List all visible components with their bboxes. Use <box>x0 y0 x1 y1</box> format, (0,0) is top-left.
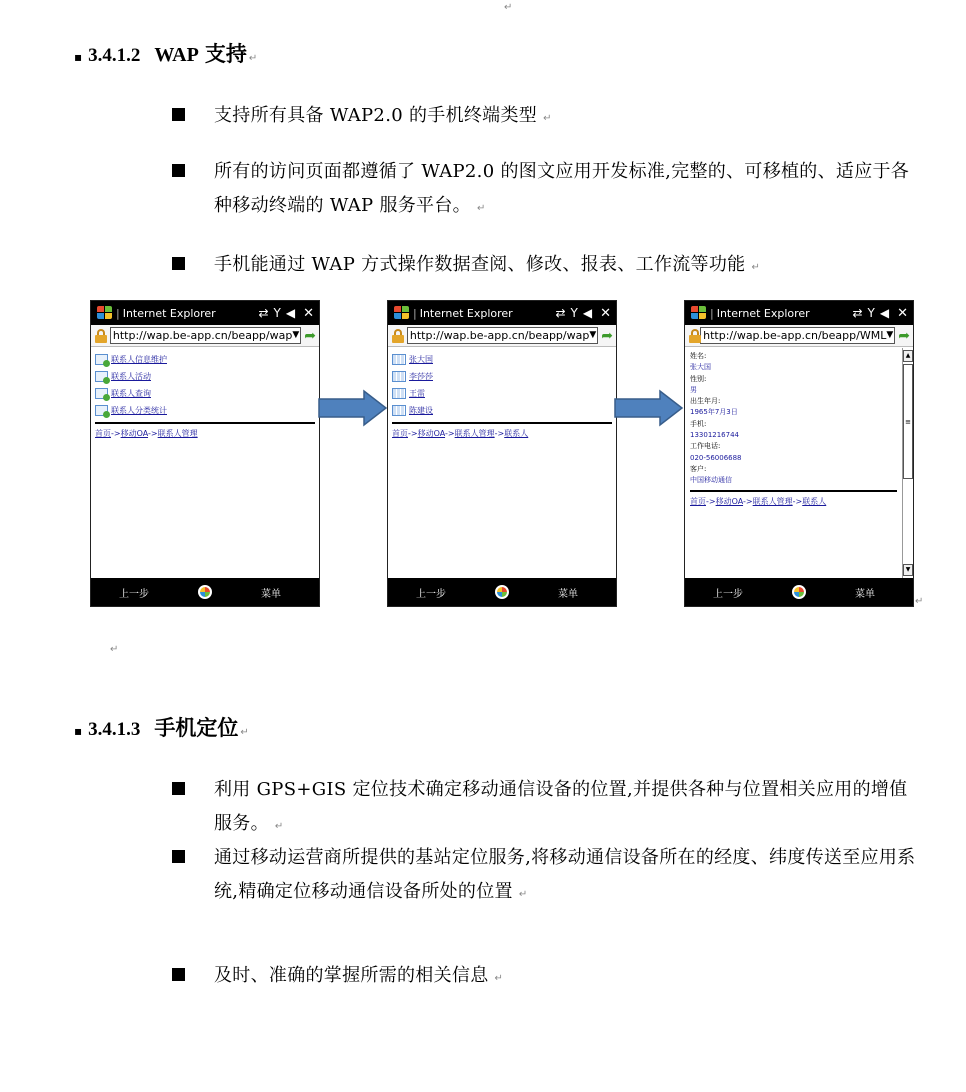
field-label: 工作电话: <box>690 442 721 451</box>
windows-start-icon[interactable] <box>393 305 411 321</box>
lock-icon <box>391 329 404 343</box>
volume-icon: ◀ <box>582 306 593 320</box>
contact-icon <box>392 354 406 365</box>
link[interactable]: 联系人查询 <box>111 389 151 398</box>
section-title-latin: WAP <box>154 44 199 66</box>
breadcrumb: 首页->移动OA->联系人管理->联系人 <box>392 429 529 438</box>
go-arrow-icon[interactable]: ➦ <box>601 327 613 344</box>
page-icon <box>95 405 108 416</box>
dropdown-icon: ▼ <box>886 330 894 340</box>
url-input[interactable]: http://wap.be-app.cn/beapp/WML ▼ <box>700 327 895 344</box>
contact-detail <box>685 347 913 511</box>
field-value: 中国移动通信 <box>690 476 732 485</box>
connectivity-icon: ⇄ <box>852 306 863 320</box>
close-icon[interactable]: ✕ <box>600 305 611 321</box>
phone-screen-contact-detail <box>684 300 914 607</box>
paragraph-mark: ↵ <box>494 973 504 984</box>
field-value: 13301216744 <box>690 431 739 440</box>
signal-icon: Y <box>273 306 281 320</box>
list-item[interactable] <box>392 368 612 385</box>
link[interactable]: 张大国 <box>409 355 433 364</box>
section-title: 手机定位 <box>154 716 239 740</box>
list-item[interactable] <box>95 402 315 419</box>
list-item[interactable] <box>392 402 612 419</box>
windows-orb-icon[interactable] <box>198 585 212 599</box>
section-title: 支持 <box>204 42 247 66</box>
contact-icon <box>392 388 406 399</box>
address-bar <box>388 325 616 347</box>
page-icon <box>95 371 108 382</box>
bullet-square-icon <box>172 850 185 863</box>
paragraph-mark: ↵ <box>751 262 761 273</box>
menu-softkey[interactable]: 菜单 <box>855 588 875 600</box>
link[interactable]: 联系人信息维护 <box>111 355 167 364</box>
field-label: 客户: <box>690 464 707 473</box>
link[interactable]: 陈建设 <box>409 406 433 415</box>
breadcrumb: 首页->移动OA->联系人管理->联系人 <box>690 496 827 506</box>
field-label: 手机: <box>690 419 707 428</box>
app-title: Internet Explorer <box>716 306 810 320</box>
bullet-item <box>172 155 922 226</box>
heading-bullet: ▪ <box>74 724 83 738</box>
back-softkey[interactable]: 上一步 <box>119 588 149 600</box>
menu-softkey[interactable]: 菜单 <box>261 588 281 600</box>
titlebar: | Internet Explorer ⇄ Y ◀ ✕ <box>91 301 319 325</box>
paragraph-mark: ↵ <box>504 2 513 13</box>
dropdown-icon: ▼ <box>292 330 300 340</box>
bullet-square-icon <box>172 782 185 795</box>
menu-softkey[interactable]: 菜单 <box>558 588 578 600</box>
link[interactable]: 联系人活动 <box>111 372 151 381</box>
signal-icon: Y <box>570 306 578 320</box>
arrow-right-icon <box>614 390 684 426</box>
bullet-square-icon <box>172 968 185 981</box>
softkey-bar <box>91 578 319 606</box>
scroll-thumb[interactable]: ≡ <box>903 364 913 479</box>
bullet-text: 手机能通过 WAP 方式操作数据查阅、修改、报表、工作流等功能 <box>214 254 746 275</box>
scrollbar[interactable] <box>902 348 913 578</box>
windows-orb-icon[interactable] <box>792 585 806 599</box>
page-icon <box>95 388 108 399</box>
bullet-text: 利用 GPS+GIS 定位技术确定移动通信设备的位置,并提供各种与位置相关应用的增值服务。 <box>214 779 908 834</box>
list-item[interactable] <box>392 351 612 368</box>
list-item[interactable] <box>95 351 315 368</box>
list-item[interactable] <box>392 385 612 402</box>
titlebar: | Internet Explorer ⇄ Y ◀ ✕ <box>388 301 616 325</box>
connectivity-icon: ⇄ <box>258 306 269 320</box>
bullet-square-icon <box>172 108 185 121</box>
scroll-down-icon[interactable]: ▼ <box>903 564 913 576</box>
list-item[interactable] <box>95 385 315 402</box>
softkey-bar <box>685 578 913 606</box>
scroll-up-icon[interactable]: ▲ <box>903 350 913 362</box>
app-title: Internet Explorer <box>419 306 513 320</box>
paragraph-mark: ↵ <box>915 596 924 607</box>
paragraph-mark: ↵ <box>274 821 284 832</box>
link[interactable]: 李莎莎 <box>409 372 433 381</box>
bullet-text: 通过移动运营商所提供的基站定位服务,将移动通信设备所在的经度、纬度传送至应用系统,精确定位移动通信设备所处的位置 <box>214 847 916 902</box>
bullet-text: 所有的访问页面都遵循了 WAP2.0 的图文应用开发标准,完整的、可移植的、适应于各种移动终端的 WAP 服务平台。 <box>214 161 910 216</box>
paragraph-mark: ↵ <box>240 727 249 738</box>
address-bar <box>91 325 319 347</box>
bullet-item <box>172 841 922 912</box>
back-softkey[interactable]: 上一步 <box>416 588 446 600</box>
close-icon[interactable]: ✕ <box>897 305 908 321</box>
windows-start-icon[interactable] <box>690 305 708 321</box>
section-heading-3-4-1-2 <box>74 38 257 68</box>
section-heading-3-4-1-3 <box>74 712 249 742</box>
connectivity-icon: ⇄ <box>555 306 566 320</box>
bullet-square-icon <box>172 257 185 270</box>
heading-bullet: ▪ <box>74 50 83 64</box>
bullet-item <box>172 773 922 844</box>
bullet-item <box>172 248 922 285</box>
volume-icon: ◀ <box>879 306 890 320</box>
paragraph-mark: ↵ <box>543 113 552 124</box>
phone-screen-contact-list <box>387 300 617 607</box>
close-icon[interactable]: ✕ <box>303 305 314 321</box>
contact-icon <box>392 371 406 382</box>
url-input[interactable]: http://wap.be-app.cn/beapp/wap ▼ <box>407 327 598 344</box>
paragraph-mark: ↵ <box>518 889 528 900</box>
go-arrow-icon[interactable]: ➦ <box>304 327 316 344</box>
bullet-item <box>172 959 922 996</box>
url-input[interactable]: http://wap.be-app.cn/beapp/wap ▼ <box>110 327 301 344</box>
app-title: Internet Explorer <box>122 306 216 320</box>
softkey-bar <box>388 578 616 606</box>
section-number: 3.4.1.2 <box>88 45 141 66</box>
field-value: 男 <box>690 385 697 394</box>
go-arrow-icon[interactable]: ➦ <box>898 327 910 344</box>
volume-icon: ◀ <box>285 306 296 320</box>
breadcrumb: 首页->移动OA->联系人管理 <box>95 429 198 438</box>
section-number: 3.4.1.3 <box>88 719 141 740</box>
field-value: 1965年7月3日 <box>690 408 738 417</box>
contact-icon <box>392 405 406 416</box>
lock-icon <box>688 329 697 343</box>
phone-screen-menu <box>90 300 320 607</box>
bullet-text: 及时、准确的掌握所需的相关信息 <box>214 965 489 986</box>
address-bar <box>685 325 913 347</box>
arrow-right-icon <box>318 390 388 426</box>
back-softkey[interactable]: 上一步 <box>713 588 743 600</box>
bullet-square-icon <box>172 164 185 177</box>
titlebar: | Internet Explorer ⇄ Y ◀ ✕ <box>685 301 913 325</box>
link[interactable]: 王雷 <box>409 389 425 398</box>
signal-icon: Y <box>867 306 875 320</box>
dropdown-icon: ▼ <box>589 330 597 340</box>
link[interactable]: 联系人分类统计 <box>111 406 167 415</box>
lock-icon <box>94 329 107 343</box>
paragraph-mark: ↵ <box>248 53 258 64</box>
paragraph-mark: ↵ <box>110 644 119 655</box>
field-label: 出生年月: <box>690 397 721 406</box>
paragraph-mark: ↵ <box>476 203 486 214</box>
field-label: 性别: <box>690 374 707 383</box>
page-icon <box>95 354 108 365</box>
field-value: 张大国 <box>690 363 711 372</box>
field-value: 020-56006688 <box>690 453 742 462</box>
bullet-text: 支持所有具备 WAP2.0 的手机终端类型 <box>214 105 538 126</box>
list-item[interactable] <box>95 368 315 385</box>
bullet-item <box>172 99 922 136</box>
field-label: 姓名: <box>690 352 707 360</box>
windows-orb-icon[interactable] <box>495 585 509 599</box>
windows-start-icon[interactable] <box>96 305 114 321</box>
